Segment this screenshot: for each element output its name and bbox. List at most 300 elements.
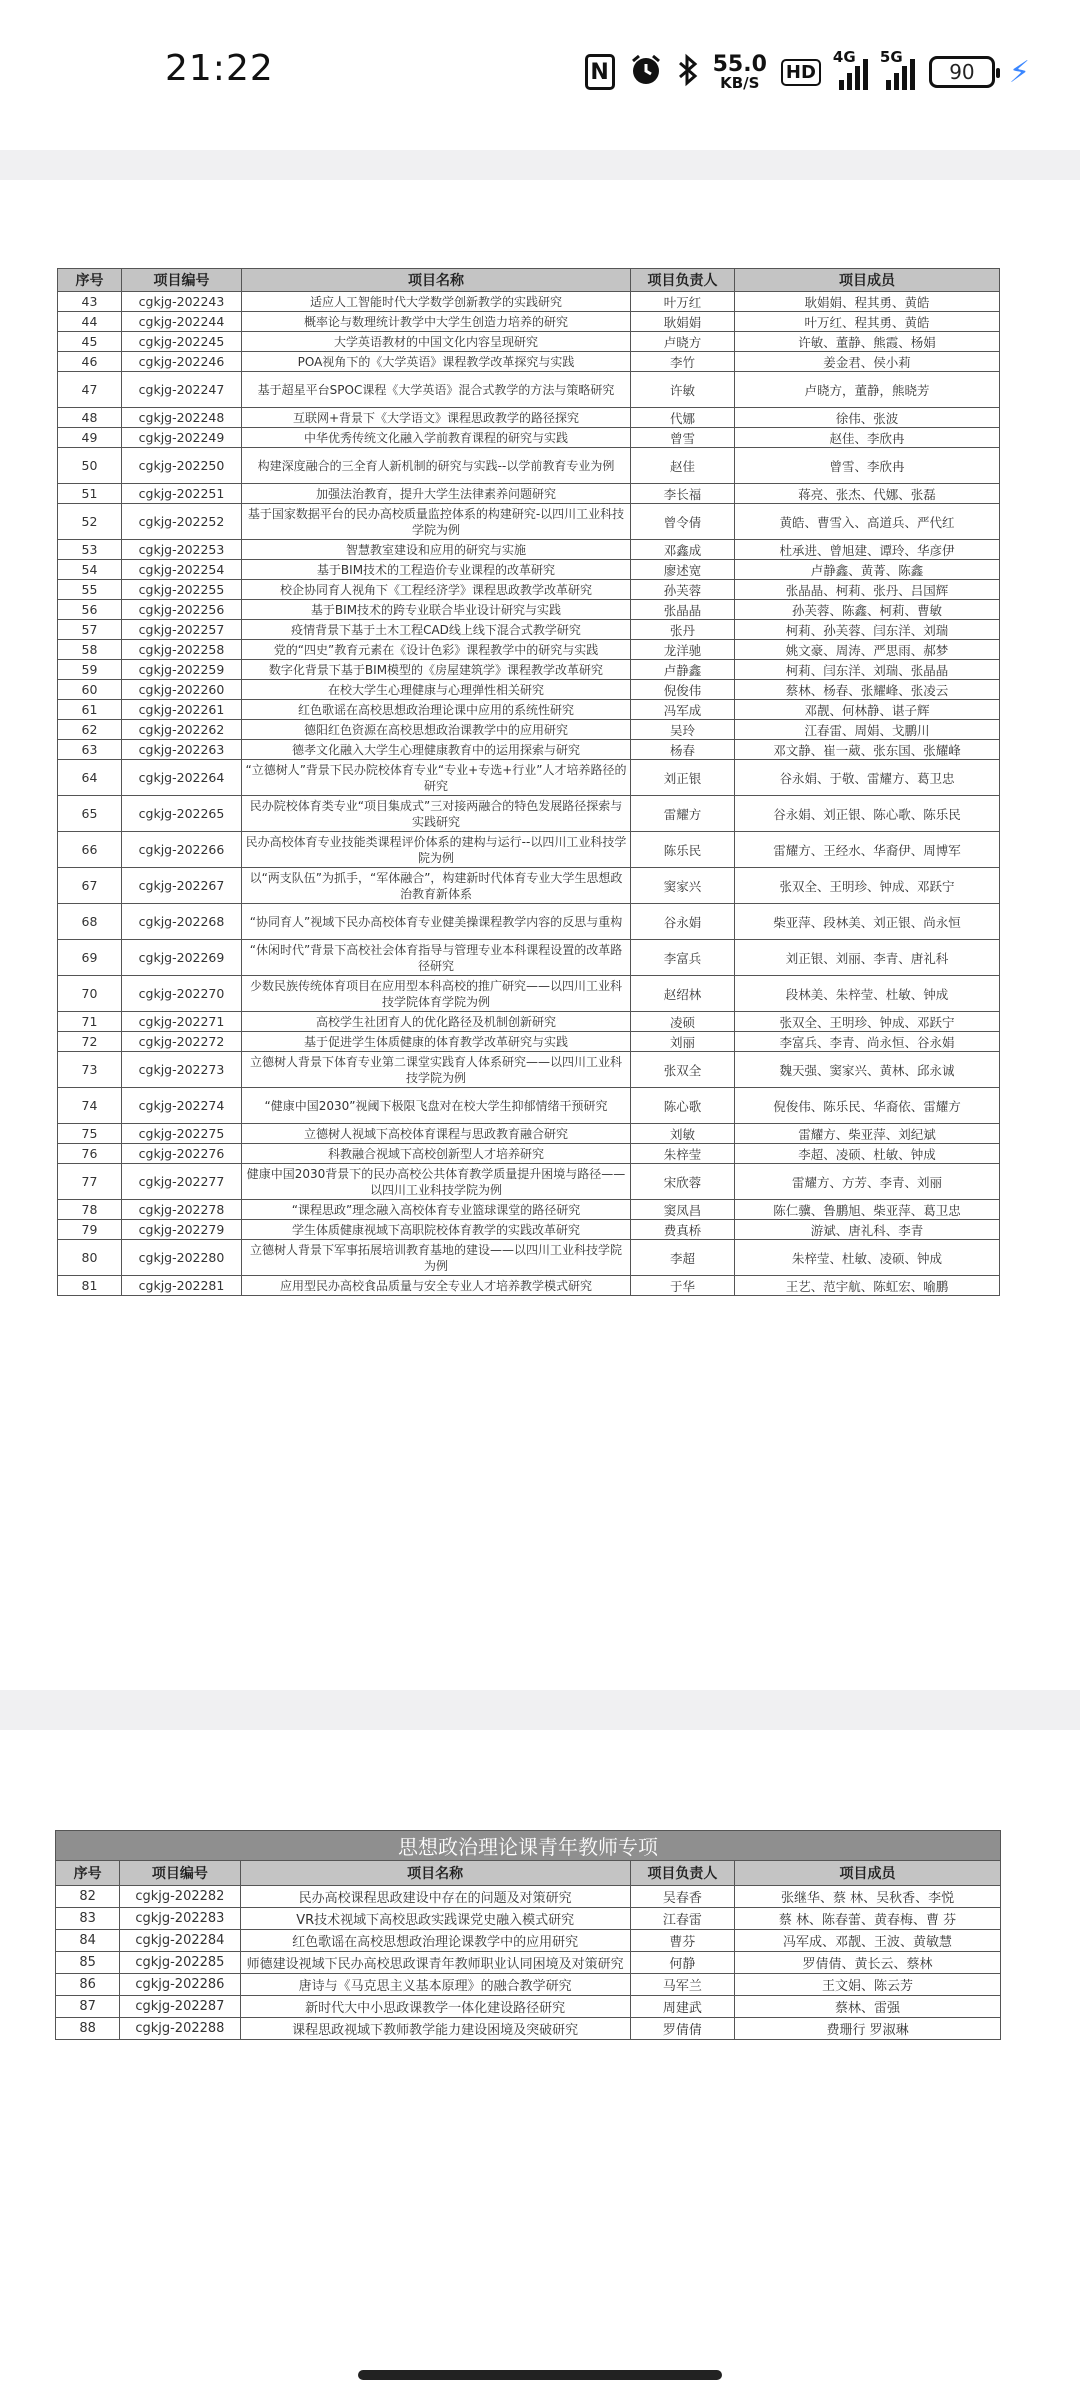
cell-lead: 周建武 bbox=[630, 1996, 734, 2018]
cell-no: 43 bbox=[58, 292, 122, 312]
cell-code: cgkjg-202285 bbox=[120, 1952, 240, 1974]
cell-lead: 许敏 bbox=[631, 372, 735, 408]
section-title: 思想政治理论课青年教师专项 bbox=[56, 1831, 1001, 1861]
cell-code: cgkjg-202281 bbox=[122, 1276, 242, 1296]
header-members: 项目成员 bbox=[735, 269, 1000, 292]
cell-name: 智慧教室建设和应用的研究与实施 bbox=[242, 540, 631, 560]
cell-code: cgkjg-202255 bbox=[122, 580, 242, 600]
table-row bbox=[58, 372, 1000, 408]
cell-members: 王文娟、陈云芳 bbox=[735, 1974, 1001, 1996]
cell-members: 张双全、王明珍、钟成、邓跃宁 bbox=[735, 868, 1000, 904]
cell-name: 少数民族传统体育项目在应用型本科高校的推广研究——以四川工业科技学院体育学院为例 bbox=[242, 976, 631, 1012]
cell-lead: 耿娟娟 bbox=[631, 312, 735, 332]
cell-name: 民办高校体育专业技能类课程评价体系的建构与运行--以四川工业科技学院为例 bbox=[242, 832, 631, 868]
cell-code: cgkjg-202248 bbox=[122, 408, 242, 428]
table-row bbox=[58, 832, 1000, 868]
cell-no: 51 bbox=[58, 484, 122, 504]
cell-lead: 代娜 bbox=[631, 408, 735, 428]
cell-no: 56 bbox=[58, 600, 122, 620]
cell-lead: 冯军成 bbox=[631, 700, 735, 720]
cell-code: cgkjg-202283 bbox=[120, 1908, 240, 1930]
cell-code: cgkjg-202288 bbox=[120, 2018, 240, 2040]
table-row bbox=[58, 580, 1000, 600]
nfc-icon: N bbox=[585, 54, 615, 90]
cell-no: 50 bbox=[58, 448, 122, 484]
cell-lead: 刘丽 bbox=[631, 1032, 735, 1052]
cell-code: cgkjg-202275 bbox=[122, 1124, 242, 1144]
cell-name: “协同育人”视域下民办高校体育专业健美操课程教学内容的反思与重构 bbox=[242, 904, 631, 940]
cell-no: 52 bbox=[58, 504, 122, 540]
table-row bbox=[58, 868, 1000, 904]
cell-code: cgkjg-202272 bbox=[122, 1032, 242, 1052]
cell-code: cgkjg-202276 bbox=[122, 1144, 242, 1164]
table-row bbox=[58, 428, 1000, 448]
cell-lead: 曾令倩 bbox=[631, 504, 735, 540]
signal-5g-label: 5G bbox=[879, 48, 903, 66]
cell-members: 柯莉、闫东洋、刘瑞、张晶晶 bbox=[735, 660, 1000, 680]
cell-members: 张晶晶、柯莉、张丹、吕国辉 bbox=[735, 580, 1000, 600]
status-bar bbox=[0, 0, 1080, 150]
cell-name: 基于国家数据平台的民办高校质量监控体系的构建研究-以四川工业科技学院为例 bbox=[242, 504, 631, 540]
table-row bbox=[58, 660, 1000, 680]
cell-no: 63 bbox=[58, 740, 122, 760]
cell-name: 德孝文化融入大学生心理健康教育中的运用探索与研究 bbox=[242, 740, 631, 760]
cell-lead: 马军兰 bbox=[630, 1974, 734, 1996]
cell-lead: 卢静鑫 bbox=[631, 660, 735, 680]
cell-no: 62 bbox=[58, 720, 122, 740]
cell-no: 53 bbox=[58, 540, 122, 560]
cell-lead: 吴春香 bbox=[630, 1886, 734, 1908]
table-row bbox=[58, 1276, 1000, 1296]
cell-lead: 刘敏 bbox=[631, 1124, 735, 1144]
cell-name: 师德建设视域下民办高校思政课青年教师职业认同困境及对策研究 bbox=[240, 1952, 630, 1974]
cell-code: cgkjg-202251 bbox=[122, 484, 242, 504]
cell-lead: 孙芙蓉 bbox=[631, 580, 735, 600]
table-row bbox=[58, 740, 1000, 760]
cell-no: 54 bbox=[58, 560, 122, 580]
cell-no: 79 bbox=[58, 1220, 122, 1240]
cell-name: 立德树人背景下体育专业第二课堂实践育人体系研究——以四川工业科技学院为例 bbox=[242, 1052, 631, 1088]
cell-no: 81 bbox=[58, 1276, 122, 1296]
cell-lead: 江春雷 bbox=[630, 1908, 734, 1930]
cell-lead: 廖述宽 bbox=[631, 560, 735, 580]
cell-no: 67 bbox=[58, 868, 122, 904]
battery-icon bbox=[929, 56, 995, 88]
table-row bbox=[56, 2018, 1001, 2040]
cell-no: 60 bbox=[58, 680, 122, 700]
cell-members: 卢静鑫、黄菁、陈鑫 bbox=[735, 560, 1000, 580]
table-row bbox=[58, 484, 1000, 504]
cell-members: 雷耀方、王经水、华裔伊、周博军 bbox=[735, 832, 1000, 868]
cell-code: cgkjg-202284 bbox=[120, 1930, 240, 1952]
cell-code: cgkjg-202258 bbox=[122, 640, 242, 660]
table-row bbox=[58, 1200, 1000, 1220]
cell-code: cgkjg-202261 bbox=[122, 700, 242, 720]
cell-name: 基于超星平台SPOC课程《大学英语》混合式教学的方法与策略研究 bbox=[242, 372, 631, 408]
cell-lead: 倪俊伟 bbox=[631, 680, 735, 700]
cell-members: 谷永娟、于敬、雷耀方、葛卫忠 bbox=[735, 760, 1000, 796]
table-row bbox=[58, 352, 1000, 372]
cell-lead: 何静 bbox=[630, 1952, 734, 1974]
section-title-row bbox=[56, 1831, 1001, 1861]
cell-lead: 龙洋驰 bbox=[631, 640, 735, 660]
charging-icon: ⚡ bbox=[1008, 54, 1030, 90]
cell-no: 73 bbox=[58, 1052, 122, 1088]
bluetooth-icon bbox=[677, 53, 699, 91]
cell-lead: 于华 bbox=[631, 1276, 735, 1296]
cell-no: 70 bbox=[58, 976, 122, 1012]
cell-code: cgkjg-202265 bbox=[122, 796, 242, 832]
cell-no: 65 bbox=[58, 796, 122, 832]
cell-members: 张双全、王明珍、钟成、邓跃宁 bbox=[735, 1012, 1000, 1032]
table-row bbox=[58, 1144, 1000, 1164]
cell-name: 应用型民办高校食品质量与安全专业人才培养教学模式研究 bbox=[242, 1276, 631, 1296]
cell-no: 75 bbox=[58, 1124, 122, 1144]
table-row bbox=[56, 1908, 1001, 1930]
table-row bbox=[58, 1220, 1000, 1240]
table-row bbox=[58, 680, 1000, 700]
cell-members: 罗倩倩、黄长云、蔡林 bbox=[735, 1952, 1001, 1974]
cell-code: cgkjg-202279 bbox=[122, 1220, 242, 1240]
table-row bbox=[56, 1886, 1001, 1908]
header-name: 项目名称 bbox=[240, 1861, 630, 1886]
cell-name: 民办高校课程思政建设中存在的问题及对策研究 bbox=[240, 1886, 630, 1908]
cell-lead: 陈乐民 bbox=[631, 832, 735, 868]
cell-code: cgkjg-202268 bbox=[122, 904, 242, 940]
cell-code: cgkjg-202257 bbox=[122, 620, 242, 640]
cell-name: “休闲时代”背景下高校社会体育指导与管理专业本科课程设置的改革路径研究 bbox=[242, 940, 631, 976]
cell-no: 46 bbox=[58, 352, 122, 372]
signal-4g-icon bbox=[832, 48, 868, 90]
cell-lead: 李富兵 bbox=[631, 940, 735, 976]
cell-no: 59 bbox=[58, 660, 122, 680]
header-name: 项目名称 bbox=[242, 269, 631, 292]
table-row bbox=[58, 700, 1000, 720]
table-row bbox=[58, 620, 1000, 640]
cell-name: 基于BIM技术的跨专业联合毕业设计研究与实践 bbox=[242, 600, 631, 620]
cell-lead: 刘正银 bbox=[631, 760, 735, 796]
cell-name: 校企协同育人视角下《工程经济学》课程思政教学改革研究 bbox=[242, 580, 631, 600]
table-row bbox=[58, 1032, 1000, 1052]
cell-members: 张继华、蔡 林、吴秋香、李悦 bbox=[735, 1886, 1001, 1908]
cell-code: cgkjg-202278 bbox=[122, 1200, 242, 1220]
cell-members: 蒋亮、张杰、代娜、张磊 bbox=[735, 484, 1000, 504]
cell-members: 江春雷、周娟、戈鹏川 bbox=[735, 720, 1000, 740]
table-row bbox=[58, 760, 1000, 796]
cell-lead: 凌硕 bbox=[631, 1012, 735, 1032]
cell-name: VR技术视域下高校思政实践课党史融入模式研究 bbox=[240, 1908, 630, 1930]
cell-no: 64 bbox=[58, 760, 122, 796]
cell-code: cgkjg-202244 bbox=[122, 312, 242, 332]
hd-voice-icon: HD bbox=[781, 59, 821, 86]
cell-members: 蔡林、雷强 bbox=[735, 1996, 1001, 2018]
project-table-1 bbox=[57, 268, 1000, 1296]
header-code: 项目编号 bbox=[122, 269, 242, 292]
signal-4g-label: 4G bbox=[832, 48, 856, 66]
home-indicator[interactable] bbox=[358, 2370, 722, 2380]
cell-members: 柯莉、孙芙蓉、闫东洋、刘瑞 bbox=[735, 620, 1000, 640]
cell-code: cgkjg-202286 bbox=[120, 1974, 240, 1996]
table-row bbox=[56, 1974, 1001, 1996]
cell-lead: 吴玲 bbox=[631, 720, 735, 740]
cell-members: 叶万红、程其勇、黄皓 bbox=[735, 312, 1000, 332]
cell-name: 科教融合视域下高校创新型人才培养研究 bbox=[242, 1144, 631, 1164]
cell-lead: 卢晓方 bbox=[631, 332, 735, 352]
table-row bbox=[58, 796, 1000, 832]
table-body bbox=[58, 292, 1000, 1296]
cell-lead: 窦凤昌 bbox=[631, 1200, 735, 1220]
table-row bbox=[58, 540, 1000, 560]
cell-code: cgkjg-202253 bbox=[122, 540, 242, 560]
cell-name: “健康中国2030”视阈下极限飞盘对在校大学生抑郁情绪干预研究 bbox=[242, 1088, 631, 1124]
cell-members: 孙芙蓉、陈鑫、柯莉、曹敏 bbox=[735, 600, 1000, 620]
table-row bbox=[58, 1240, 1000, 1276]
table-row bbox=[58, 904, 1000, 940]
cell-lead: 张晶晶 bbox=[631, 600, 735, 620]
cell-name: 中华优秀传统文化融入学前教育课程的研究与实践 bbox=[242, 428, 631, 448]
cell-code: cgkjg-202259 bbox=[122, 660, 242, 680]
status-icons bbox=[585, 48, 1030, 96]
table-row bbox=[58, 976, 1000, 1012]
cell-name: 互联网+背景下《大学语文》课程思政教学的路径探究 bbox=[242, 408, 631, 428]
cell-code: cgkjg-202252 bbox=[122, 504, 242, 540]
net-speed-value: 55.0 bbox=[712, 52, 767, 77]
table-row bbox=[58, 1124, 1000, 1144]
cell-no: 85 bbox=[56, 1952, 120, 1974]
cell-no: 76 bbox=[58, 1144, 122, 1164]
cell-members: 邓文静、崔一葳、张东国、张耀峰 bbox=[735, 740, 1000, 760]
cell-lead: 杨春 bbox=[631, 740, 735, 760]
cell-code: cgkjg-202264 bbox=[122, 760, 242, 796]
cell-members: 赵佳、李欣冉 bbox=[735, 428, 1000, 448]
cell-no: 57 bbox=[58, 620, 122, 640]
cell-no: 68 bbox=[58, 904, 122, 940]
cell-code: cgkjg-202249 bbox=[122, 428, 242, 448]
cell-name: 构建深度融合的三全育人新机制的研究与实践--以学前教育专业为例 bbox=[242, 448, 631, 484]
cell-no: 72 bbox=[58, 1032, 122, 1052]
table-row bbox=[58, 292, 1000, 312]
cell-name: 大学英语教材的中国文化内容呈现研究 bbox=[242, 332, 631, 352]
cell-code: cgkjg-202254 bbox=[122, 560, 242, 580]
cell-no: 88 bbox=[56, 2018, 120, 2040]
project-table-2 bbox=[55, 1830, 1001, 2040]
cell-name: 适应人工智能时代大学数学创新教学的实践研究 bbox=[242, 292, 631, 312]
cell-name: “课程思政”理念融入高校体育专业篮球课堂的路径研究 bbox=[242, 1200, 631, 1220]
cell-no: 71 bbox=[58, 1012, 122, 1032]
cell-members: 蔡林、杨春、张耀峰、张凌云 bbox=[735, 680, 1000, 700]
cell-lead: 陈心歌 bbox=[631, 1088, 735, 1124]
table-header-row bbox=[58, 269, 1000, 292]
page-gap bbox=[0, 1690, 1080, 1730]
cell-code: cgkjg-202266 bbox=[122, 832, 242, 868]
header-members: 项目成员 bbox=[735, 1861, 1001, 1886]
cell-lead: 赵绍林 bbox=[631, 976, 735, 1012]
cell-code: cgkjg-202282 bbox=[120, 1886, 240, 1908]
cell-members: 冯军成、邓靓、王波、黄敏慧 bbox=[735, 1930, 1001, 1952]
cell-name: 新时代大中小思政课教学一体化建设路径研究 bbox=[240, 1996, 630, 2018]
cell-no: 55 bbox=[58, 580, 122, 600]
cell-no: 44 bbox=[58, 312, 122, 332]
cell-lead: 费真桥 bbox=[631, 1220, 735, 1240]
cell-name: “立德树人”背景下民办院校体育专业“专业+专选+行业”人才培养路径的研究 bbox=[242, 760, 631, 796]
table-row bbox=[56, 1930, 1001, 1952]
cell-name: 课程思政视域下教师教学能力建设困境及突破研究 bbox=[240, 2018, 630, 2040]
table-header-row bbox=[56, 1861, 1001, 1886]
cell-no: 47 bbox=[58, 372, 122, 408]
cell-members: 曾雪、李欣冉 bbox=[735, 448, 1000, 484]
cell-members: 杜承进、曾旭建、谭玲、华彦伊 bbox=[735, 540, 1000, 560]
battery-level: 90 bbox=[949, 60, 975, 84]
page-gap bbox=[0, 150, 1080, 180]
header-lead: 项目负责人 bbox=[631, 269, 735, 292]
cell-code: cgkjg-202273 bbox=[122, 1052, 242, 1088]
cell-no: 74 bbox=[58, 1088, 122, 1124]
cell-lead: 罗倩倩 bbox=[630, 2018, 734, 2040]
cell-name: 高校学生社团育人的优化路径及机制创新研究 bbox=[242, 1012, 631, 1032]
cell-code: cgkjg-202243 bbox=[122, 292, 242, 312]
cell-lead: 谷永娟 bbox=[631, 904, 735, 940]
cell-members: 段林美、朱梓莹、杜敏、钟成 bbox=[735, 976, 1000, 1012]
cell-name: 立德树人背景下军事拓展培训教育基地的建设——以四川工业科技学院为例 bbox=[242, 1240, 631, 1276]
cell-members: 王艺、范宇航、陈虹宏、喻鹏 bbox=[735, 1276, 1000, 1296]
cell-lead: 曹芬 bbox=[630, 1930, 734, 1952]
cell-code: cgkjg-202256 bbox=[122, 600, 242, 620]
cell-members: 雷耀方、方芳、李青、刘丽 bbox=[735, 1164, 1000, 1200]
table-row bbox=[58, 1164, 1000, 1200]
cell-lead: 宋欣蓉 bbox=[631, 1164, 735, 1200]
cell-lead: 朱梓莹 bbox=[631, 1144, 735, 1164]
cell-code: cgkjg-202263 bbox=[122, 740, 242, 760]
cell-code: cgkjg-202267 bbox=[122, 868, 242, 904]
cell-name: 加强法治教育，提升大学生法律素养问题研究 bbox=[242, 484, 631, 504]
cell-code: cgkjg-202245 bbox=[122, 332, 242, 352]
document-page-2 bbox=[0, 1730, 1080, 2360]
cell-code: cgkjg-202246 bbox=[122, 352, 242, 372]
cell-name: 立德树人视域下高校体育课程与思政教育融合研究 bbox=[242, 1124, 631, 1144]
table-row bbox=[58, 504, 1000, 540]
table-row bbox=[58, 940, 1000, 976]
cell-lead: 李长福 bbox=[631, 484, 735, 504]
cell-code: cgkjg-202250 bbox=[122, 448, 242, 484]
cell-members: 李超、凌硕、杜敏、钟成 bbox=[735, 1144, 1000, 1164]
cell-members: 柴亚萍、段林美、刘正银、尚永恒 bbox=[735, 904, 1000, 940]
cell-no: 49 bbox=[58, 428, 122, 448]
cell-no: 87 bbox=[56, 1996, 120, 2018]
signal-5g-icon bbox=[879, 48, 915, 90]
header-lead: 项目负责人 bbox=[630, 1861, 734, 1886]
cell-members: 姜金君、侯小莉 bbox=[735, 352, 1000, 372]
net-speed bbox=[713, 54, 767, 90]
cell-no: 69 bbox=[58, 940, 122, 976]
cell-no: 48 bbox=[58, 408, 122, 428]
cell-members: 刘正银、刘丽、李青、唐礼科 bbox=[735, 940, 1000, 976]
cell-name: 概率论与数理统计教学中大学生创造力培养的研究 bbox=[242, 312, 631, 332]
cell-lead: 曾雪 bbox=[631, 428, 735, 448]
cell-no: 77 bbox=[58, 1164, 122, 1200]
alarm-icon bbox=[629, 53, 663, 91]
cell-code: cgkjg-202274 bbox=[122, 1088, 242, 1124]
cell-members: 耿娟娟、程其勇、黄皓 bbox=[735, 292, 1000, 312]
cell-name: 唐诗与《马克思主义基本原理》的融合教学研究 bbox=[240, 1974, 630, 1996]
cell-name: 以“两支队伍”为抓手，“军体融合”，构建新时代体育专业大学生思想政治教育新体系 bbox=[242, 868, 631, 904]
cell-code: cgkjg-202280 bbox=[122, 1240, 242, 1276]
cell-code: cgkjg-202269 bbox=[122, 940, 242, 976]
cell-name: 基于BIM技术的工程造价专业课程的改革研究 bbox=[242, 560, 631, 580]
cell-lead: 邓鑫成 bbox=[631, 540, 735, 560]
table-row bbox=[58, 332, 1000, 352]
cell-name: POA视角下的《大学英语》课程教学改革探究与实践 bbox=[242, 352, 631, 372]
cell-code: cgkjg-202287 bbox=[120, 1996, 240, 2018]
cell-lead: 赵佳 bbox=[631, 448, 735, 484]
cell-lead: 李竹 bbox=[631, 352, 735, 372]
cell-members: 卢晓方，董静，熊晓芳 bbox=[735, 372, 1000, 408]
cell-no: 78 bbox=[58, 1200, 122, 1220]
cell-name: 基于促进学生体质健康的体育教学改革研究与实践 bbox=[242, 1032, 631, 1052]
table-row bbox=[58, 1088, 1000, 1124]
cell-members: 蔡 林、陈春蕾、黄春梅、曹 芬 bbox=[735, 1908, 1001, 1930]
cell-no: 82 bbox=[56, 1886, 120, 1908]
cell-name: 健康中国2030背景下的民办高校公共体育教学质量提升困境与路径——以四川工业科技学院为例 bbox=[242, 1164, 631, 1200]
table-row bbox=[58, 1012, 1000, 1032]
cell-members: 游斌、唐礼科、李青 bbox=[735, 1220, 1000, 1240]
cell-members: 费珊行 罗淑琳 bbox=[735, 2018, 1001, 2040]
cell-members: 朱梓莹、杜敏、凌硕、钟成 bbox=[735, 1240, 1000, 1276]
cell-name: 德阳红色资源在高校思想政治课教学中的应用研究 bbox=[242, 720, 631, 740]
cell-name: 数字化背景下基于BIM模型的《房屋建筑学》课程教学改革研究 bbox=[242, 660, 631, 680]
cell-no: 83 bbox=[56, 1908, 120, 1930]
cell-no: 80 bbox=[58, 1240, 122, 1276]
cell-name: 在校大学生心理健康与心理弹性相关研究 bbox=[242, 680, 631, 700]
cell-members: 雷耀方、柴亚萍、刘纪斌 bbox=[735, 1124, 1000, 1144]
cell-members: 徐伟、张波 bbox=[735, 408, 1000, 428]
cell-no: 58 bbox=[58, 640, 122, 660]
cell-code: cgkjg-202247 bbox=[122, 372, 242, 408]
clock: 21:22 bbox=[165, 48, 274, 89]
cell-lead: 张双全 bbox=[631, 1052, 735, 1088]
cell-lead: 窦家兴 bbox=[631, 868, 735, 904]
header-code: 项目编号 bbox=[120, 1861, 240, 1886]
cell-lead: 雷耀方 bbox=[631, 796, 735, 832]
cell-lead: 张丹 bbox=[631, 620, 735, 640]
cell-code: cgkjg-202270 bbox=[122, 976, 242, 1012]
cell-no: 66 bbox=[58, 832, 122, 868]
cell-members: 黄皓、曹雪入、高道兵、严代红 bbox=[735, 504, 1000, 540]
cell-members: 倪俊伟、陈乐民、华裔依、雷耀方 bbox=[735, 1088, 1000, 1124]
table-row bbox=[58, 560, 1000, 580]
cell-name: 党的“四史”教育元素在《设计色彩》课程教学中的研究与实践 bbox=[242, 640, 631, 660]
table-body bbox=[56, 1886, 1001, 2040]
cell-lead: 叶万红 bbox=[631, 292, 735, 312]
cell-no: 84 bbox=[56, 1930, 120, 1952]
table-row bbox=[56, 1996, 1001, 2018]
cell-members: 陈仁骥、鲁鹏旭、柴亚萍、葛卫忠 bbox=[735, 1200, 1000, 1220]
cell-members: 谷永娟、刘正银、陈心歌、陈乐民 bbox=[735, 796, 1000, 832]
table-row bbox=[58, 1052, 1000, 1088]
cell-name: 红色歌谣在高校思想政治理论课中应用的系统性研究 bbox=[242, 700, 631, 720]
table-row bbox=[56, 1952, 1001, 1974]
header-no: 序号 bbox=[58, 269, 122, 292]
table-row bbox=[58, 312, 1000, 332]
cell-members: 许敏、董静、熊霞、杨娟 bbox=[735, 332, 1000, 352]
cell-lead: 李超 bbox=[631, 1240, 735, 1276]
cell-code: cgkjg-202277 bbox=[122, 1164, 242, 1200]
cell-code: cgkjg-202271 bbox=[122, 1012, 242, 1032]
cell-code: cgkjg-202260 bbox=[122, 680, 242, 700]
cell-name: 民办院校体育类专业“项目集成式”三对接两融合的特色发展路径探索与实践研究 bbox=[242, 796, 631, 832]
cell-no: 61 bbox=[58, 700, 122, 720]
cell-members: 魏天强、窦家兴、黄林、邱永诚 bbox=[735, 1052, 1000, 1088]
header-no: 序号 bbox=[56, 1861, 120, 1886]
